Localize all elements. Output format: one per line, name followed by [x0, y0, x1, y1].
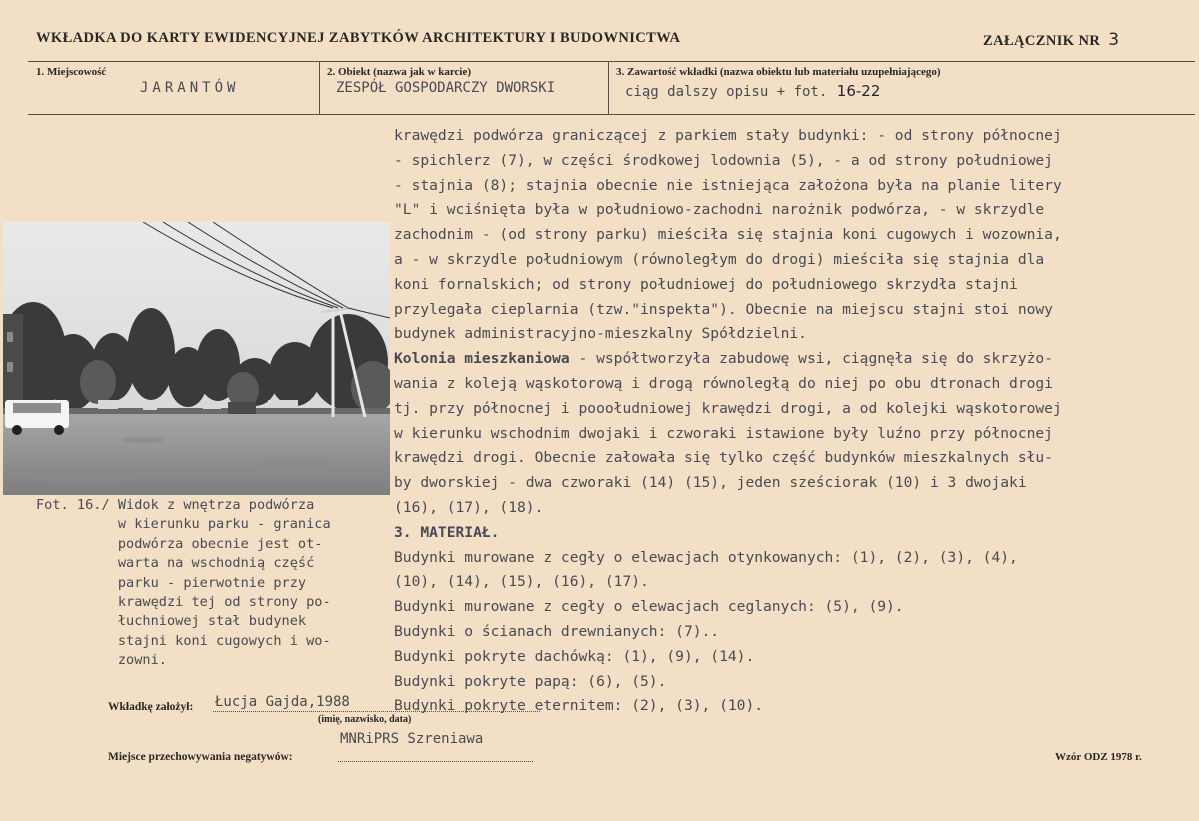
description-text [394, 124, 1184, 719]
text-line [394, 620, 1184, 645]
text-line [394, 223, 1184, 248]
text-line [394, 595, 1184, 620]
fields-divider-1 [319, 61, 320, 114]
text-line [394, 248, 1184, 273]
caption-line: parku - pierwotnie przy [36, 574, 307, 591]
annex-number: 3 [1108, 30, 1120, 50]
text-line [394, 521, 1184, 546]
text-line [394, 471, 1184, 496]
text-line-content: a - w skrzydle południowym (równoległym do drogi) mieściła się stajnia dla [394, 250, 1045, 268]
section-heading: 3. MATERIAŁ. [394, 523, 500, 541]
text-line [394, 273, 1184, 298]
author-label: Wkładkę założył: [108, 701, 194, 713]
annex-label [983, 30, 1119, 50]
text-line [394, 198, 1184, 223]
text-line [394, 124, 1184, 149]
text-line-content: Budynki murowane z cegły o elewacjach ceglanych: (5), (9). [394, 598, 904, 616]
text-line [394, 322, 1184, 347]
form-title: WKŁADKA DO KARTY EWIDENCYJNEJ ZABYTKÓW ARCHITEKTURY I BUDOWNICTWA [36, 30, 681, 46]
text-line [394, 372, 1184, 397]
text-line-content: Budynki pokryte dachówką: (1), (9), (14). [394, 647, 755, 665]
text-line [394, 446, 1184, 471]
storage-value: MNRiPRS Szreniawa [340, 731, 484, 747]
caption-line: podwórza obecnie jest ot- [36, 535, 323, 552]
photograph [3, 222, 390, 495]
caption-line: Fot. 16./ Widok z wnętrza podwórza [36, 497, 315, 513]
text-line-content: wania z koleją wąskotorową i drogą równoległą do niej po obu dtronach drogi [394, 374, 1053, 392]
section-heading: Kolonia mieszkaniowa [394, 350, 570, 368]
object-value: ZESPÓŁ GOSPODARCZY DWORSKI [336, 80, 556, 96]
form-code: Wzór ODZ 1978 r. [1055, 751, 1142, 763]
caption-line: zowni. [36, 652, 167, 669]
storage-line [338, 761, 533, 762]
text-line [394, 149, 1184, 174]
header-rule [28, 61, 1195, 62]
photo-courtyard-view [3, 222, 390, 495]
author-line [213, 711, 540, 712]
text-line-content: koni fornalskich; od strony południowej do południowego skrzydła stajni [394, 275, 1018, 293]
text-line-content: krawędzi podwórza graniczącej z parkiem stały budynki: - od strony północnej [394, 127, 1062, 144]
text-line-content: budynek administracyjno-mieszkalny Spółdzielni. [394, 325, 807, 343]
caption-line: warta na wschodnią część [36, 555, 315, 572]
text-line-content: "L" i wciśnięta była w południowo-zachodni narożnik podwórza, - w skrzydle [394, 201, 1045, 219]
contents-value [625, 82, 880, 101]
caption-line: w kierunku parku - granica [36, 516, 331, 533]
text-line-content: tj. przy północnej i pooołudniowej krawędzi drogi, a od kolejki wąskotorowej [394, 399, 1062, 417]
caption-line: krawędzi tej od strony po- [36, 593, 331, 610]
text-line [394, 570, 1184, 595]
text-line-content: Budynki pokryte eternitem: (2), (3), (10). [394, 697, 764, 715]
text-line [394, 645, 1184, 670]
text-line-content: przylegała cieplarnia (tzw."inspekta"). Obecnie na miejscu stajni stoi nowy [394, 300, 1053, 318]
text-line [394, 422, 1184, 447]
text-line [394, 347, 1184, 372]
text-line [394, 670, 1184, 695]
caption-line: stajni koni cugowych i wo- [36, 632, 331, 649]
fields-divider-2 [608, 61, 609, 114]
text-line [394, 174, 1184, 199]
text-line [394, 397, 1184, 422]
text-line [394, 298, 1184, 323]
text-line-content: - stajnia (8); stajnia obecnie nie istniejąca założona była na planie litery [394, 176, 1062, 194]
text-line-content: w kierunku wschodnim dwojaki i czworaki istawione były luźno przy północnej [394, 424, 1053, 442]
text-line-content: zachodnim - (od strony parku) mieściła się stajnia koni cugowych i wozownia, [394, 226, 1062, 244]
text-line-content: krawędzi drogi. Obecnie załowała się tylko część budynków mieszkalnych słu- [394, 449, 1053, 467]
contents-value-typed: ciąg dalszy opisu + fot. [625, 84, 828, 100]
contents-label: 3. Zawartość wkładki (nazwa obiektu lub materiału uzupełniającego) [616, 66, 941, 78]
text-line-content: - spichlerz (7), w części środkowej lodownia (5), - a od strony południowej [394, 151, 1053, 169]
text-line-content: (16), (17), (18). [394, 498, 544, 516]
author-value: Łucja Gajda,1988 [215, 694, 350, 710]
storage-label: Miejsce przechowywania negatywów: [108, 751, 293, 763]
text-line-content: Budynki murowane z cegły o elewacjach otynkowanych: (1), (2), (3), (4), [394, 548, 1018, 566]
photo-caption [36, 496, 331, 671]
text-line-content: (10), (14), (15), (16), (17). [394, 573, 649, 591]
text-line [394, 694, 1184, 719]
contents-value-hand: 16-22 [836, 82, 881, 100]
locality-value: JARANTÓW [140, 80, 240, 96]
fields-rule [28, 114, 1195, 115]
text-line [394, 496, 1184, 521]
object-label: 2. Obiekt (nazwa jak w karcie) [327, 66, 472, 78]
text-line-content: by dworskiej - dwa czworaki (14) (15), jeden sześciorak (10) i 3 dwojaki [394, 474, 1027, 492]
text-line-content: Budynki pokryte papą: (6), (5). [394, 672, 667, 690]
author-note: (imię, nazwisko, data) [318, 714, 412, 725]
locality-label: 1. Miejscowość [36, 66, 107, 78]
text-line-content: Budynki o ścianach drewnianych: (7).. [394, 622, 720, 640]
text-line-content: - współtworzyła zabudowę wsi, ciągnęła się do skrzyżo- [569, 350, 1053, 368]
text-line [394, 546, 1184, 571]
annex-label-text: ZAŁĄCZNIK NR [983, 33, 1101, 49]
caption-line: łuchniowej stał budynek [36, 613, 307, 630]
